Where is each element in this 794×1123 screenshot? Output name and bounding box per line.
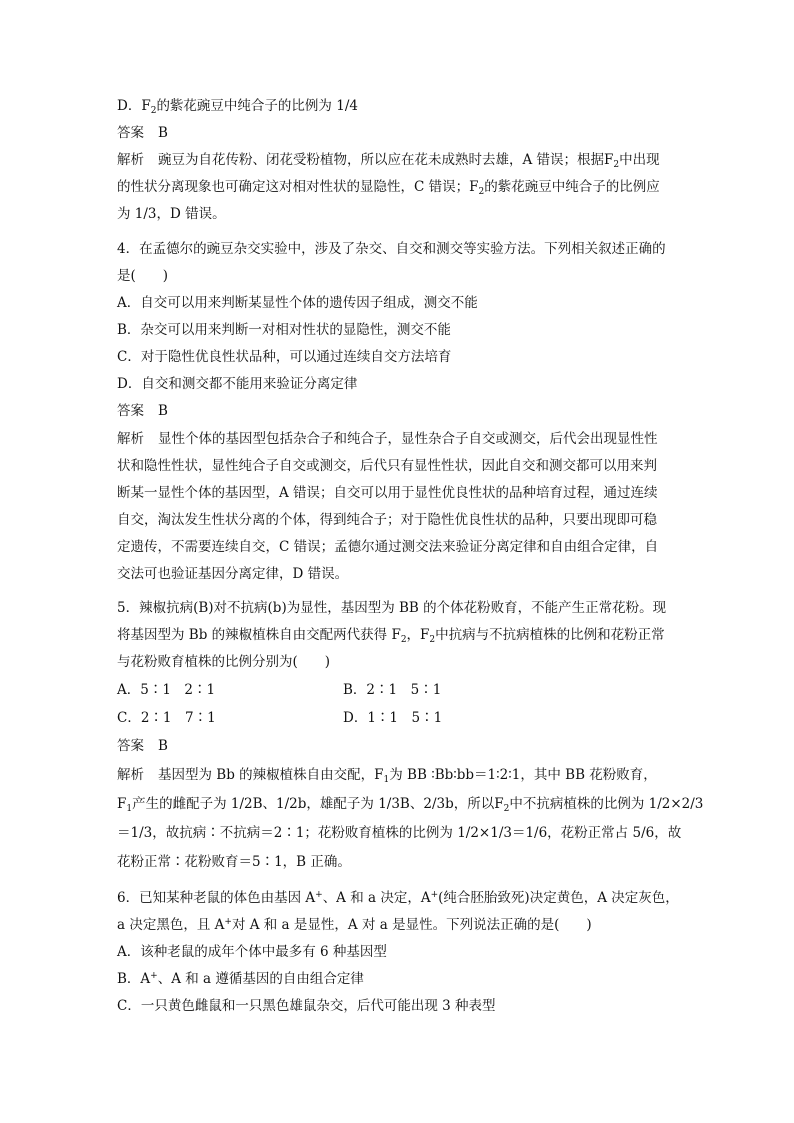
q6-option-c: C．一只黄色雌鼠和一只黑色雄鼠杂交，后代可能出现 3 种表型	[117, 998, 496, 1014]
q5-option-d: D．1∶1 5∶1	[343, 710, 443, 726]
q6-stem-line-1: 6．已知某种老鼠的体色由基因 A+、A 和 a 决定，A+(纯合胚胎致死)决定黄色，A 决定灰色，	[117, 890, 679, 906]
q4-stem-line-2: 是( )	[117, 268, 169, 284]
q4-analysis-line-5: 定遗传，不需要连续自交，C 错误；孟德尔通过测交法来验证分离定律和自由组合定律，自	[117, 539, 659, 555]
q5-option-a: A．5∶1 2∶1	[117, 682, 216, 698]
q5-analysis-line-2: $F_1$产生的雌配子为 1/2B、1/2b，雄配子为 1/3B、2/3b，所以$F_2$中不抗病植株的比例为 1/2×2/3	[117, 796, 704, 814]
prev-analysis-line-2: 的性状分离现象也可确定这对相对性状的显隐性，C 错误；$F_2$的紫花豌豆中纯合子的比例应	[117, 179, 660, 197]
prev-option-d: D．$F_2$的紫花豌豆中纯合子的比例为 1/4	[117, 98, 358, 116]
q4-option-a: A．自交可以用来判断某显性个体的遗传因子组成，测交不能	[117, 295, 478, 311]
q5-stem-line-1: 5．辣椒抗病(B)对不抗病(b)为显性，基因型为 BB 的个体花粉败育，不能产生正常花粉。现	[117, 600, 667, 616]
q5-answer: 答案 B	[117, 738, 168, 754]
prev-answer: 答案 B	[117, 125, 168, 141]
q4-analysis-line-1: 解析 显性个体的基因型包括杂合子和纯合子，显性杂合子自交或测交，后代会出现显性性	[117, 431, 658, 447]
q5-analysis-line-1: 解析 基因型为 Bb 的辣椒植株自由交配，$F_1$为 BB ∶Bb∶bb＝1∶2∶1，其中 BB 花粉败育，	[117, 767, 657, 785]
q5-stem-line-3: 与花粉败育植株的比例分别为( )	[117, 654, 331, 670]
q4-analysis-line-2: 状和隐性性状，显性纯合子自交或测交，后代只有显性性状，因此自交和测交都可以用来判	[117, 458, 657, 474]
q5-option-b: B．2∶1 5∶1	[343, 682, 442, 698]
q6-stem-line-2: a 决定黑色，且 A+对 A 和 a 是显性，A 对 a 是显性。下列说法正确的是( )	[117, 917, 592, 933]
q6-option-b: B．A+、A 和 a 遵循基因的自由组合定律	[117, 971, 364, 987]
prev-analysis-line-1: 解析 豌豆为自花传粉、闭花受粉植物，所以应在花未成熟时去雄，A 错误；根据$F_2$中出现	[117, 152, 660, 170]
q6-option-a: A．该种老鼠的成年个体中最多有 6 种基因型	[117, 944, 387, 960]
q4-option-c: C．对于隐性优良性状品种，可以通过连续自交方法培育	[117, 349, 452, 365]
q4-analysis-line-6: 交法可也验证基因分离定律，D 错误。	[117, 566, 349, 582]
q4-option-b: B．杂交可以用来判断一对相对性状的显隐性，测交不能	[117, 322, 451, 338]
q4-analysis-line-3: 断某一显性个体的基因型，A 错误；自交可以用于显性优良性状的品种培育过程，通过连续	[117, 485, 658, 501]
q5-analysis-line-4: 花粉正常∶花粉败育＝5∶1，B 正确。	[117, 854, 351, 870]
q4-stem-line-1: 4．在孟德尔的豌豆杂交实验中，涉及了杂交、自交和测交等实验方法。下列相关叙述正确的	[117, 241, 666, 257]
q5-option-c: C．2∶1 7∶1	[117, 710, 216, 726]
q5-analysis-line-3: ＝1/3，故抗病∶不抗病＝2∶1；花粉败育植株的比例为 1/2×1/3＝1/6，花粉正常占 5/6，故	[117, 825, 682, 841]
q4-option-d: D．自交和测交都不能用来验证分离定律	[117, 376, 358, 392]
q4-analysis-line-4: 自交，淘汰发生性状分离的个体，得到纯合子；对于隐性优良性状的品种，只要出现即可稳	[117, 512, 657, 528]
q4-answer: 答案 B	[117, 403, 168, 419]
q5-stem-line-2: 将基因型为 Bb 的辣椒植株自由交配两代获得 $F_2$，$F_2$中抗病与不抗病植株的比例和花粉正常	[117, 627, 665, 645]
prev-analysis-line-3: 为 1/3，D 错误。	[117, 206, 226, 222]
